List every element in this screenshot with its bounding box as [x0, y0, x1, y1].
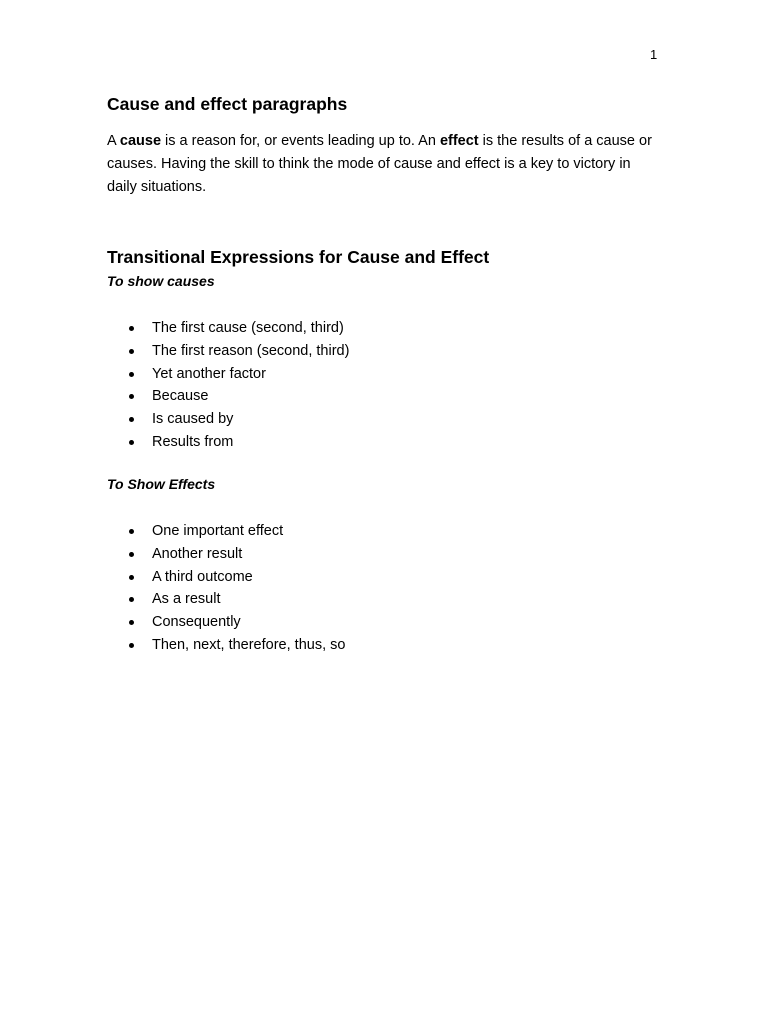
intro-paragraph [107, 130, 652, 199]
page-number: 1 [650, 47, 658, 62]
list-item [107, 588, 345, 611]
bullet-icon [129, 552, 134, 557]
intro-text-1: A [107, 133, 120, 149]
bullet-icon [129, 529, 134, 534]
list-item [107, 408, 349, 431]
list-item-text: Consequently [152, 614, 241, 631]
list-item [107, 566, 345, 589]
list-item [107, 543, 345, 566]
list-item [107, 317, 349, 340]
list-item [107, 431, 349, 454]
bullet-icon [129, 417, 134, 422]
list-item [107, 363, 349, 386]
list-item-text: The first cause (second, third) [152, 320, 344, 336]
list-item [107, 385, 349, 408]
list-item [107, 634, 345, 657]
list-item-text: Then, next, therefore, thus, so [152, 636, 346, 653]
intro-text-2: is a reason for, or events leading up to. An [161, 133, 440, 149]
section-heading-cause-effect: Cause and effect paragraphs [107, 94, 348, 114]
subheading-causes: To show causes [107, 273, 215, 289]
subheading-effects: To Show Effects [107, 476, 216, 492]
bullet-icon [129, 372, 134, 377]
effects-list [107, 520, 345, 657]
bullet-icon [129, 394, 134, 399]
section-heading-transitional-expressions: Transitional Expressions for Cause and Effect [107, 247, 490, 267]
list-item-text: Is caused by [152, 411, 234, 428]
term-effect: effect [439, 133, 479, 149]
list-item-text: One important effect [152, 523, 284, 539]
list-item-text: The first reason (second, third) [152, 342, 350, 359]
list-item-text: Because [152, 388, 209, 405]
list-item [107, 340, 349, 363]
causes-list [107, 317, 349, 454]
bullet-icon [129, 643, 134, 648]
list-item-text: As a result [152, 591, 221, 608]
list-item [107, 520, 345, 543]
bullet-icon [129, 326, 134, 331]
list-item-text: A third outcome [152, 568, 253, 585]
intro-text-3: is the results of a cause or causes. Having the skill to think the mode of cause and effect is a key to victory in daily situations. [107, 133, 652, 195]
list-item-text: Results from [152, 433, 234, 450]
term-cause: cause [119, 133, 162, 149]
list-item-text: Yet another factor [152, 365, 266, 382]
bullet-icon [129, 349, 134, 354]
bullet-icon [129, 620, 134, 625]
bullet-icon [129, 597, 134, 602]
list-item-text: Another result [152, 545, 243, 562]
list-item [107, 611, 345, 634]
bullet-icon [129, 575, 134, 580]
bullet-icon [129, 440, 134, 445]
